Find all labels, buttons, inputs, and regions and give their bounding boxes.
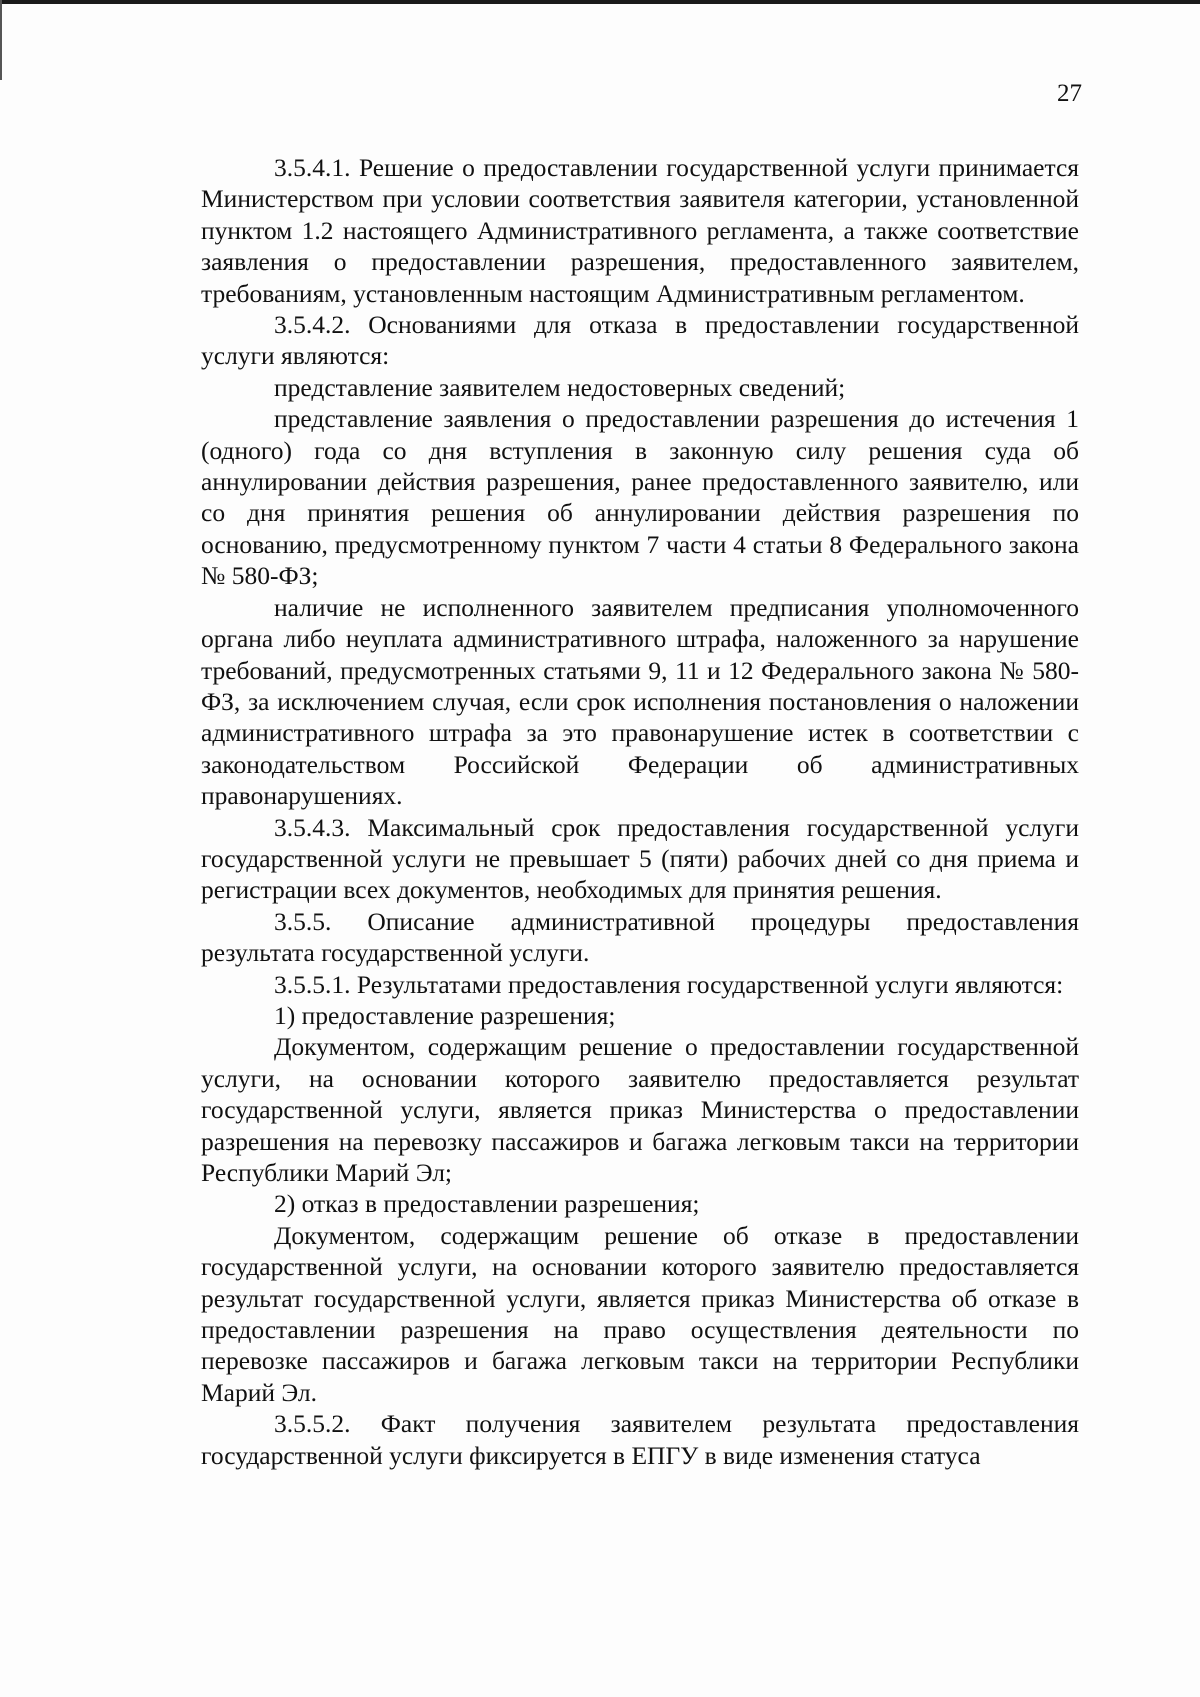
paragraph-3-5-5-2: 3.5.5.2. Факт получения заявителем результата предоставления государственной услуги фиксируется в ЕПГУ в виде изменения статуса xyxy=(201,1409,1079,1470)
paragraph-ground-unpaid-fine: наличие не исполненного заявителем предписания уполномоченного органа либо неуплата административного штрафа, наложенного за нарушение требований, предусмотренных статьями 9, 11 и 12 Федерального закона № 580-ФЗ, за исключением случая, если срок исполнения постановления о наложении административного штрафа за это правонарушение истек в соответствии с законодательством Российской Федерации об административных правонарушениях. xyxy=(201,592,1079,811)
scan-top-edge xyxy=(0,0,1200,4)
paragraph-ground-false-info: представление заявителем недостоверных сведений; xyxy=(274,372,846,402)
paragraph-3-5-5-1: 3.5.5.1. Результатами предоставления государственной услуги являются: xyxy=(274,969,1064,999)
paragraph-ground-early-application: представление заявления о предоставлении разрешения до истечения 1 (одного) года со дня вступления в законную силу решения суда об аннулировании действия разрешения, ранее предоставленного заявителю, или со дня принятия решения об аннулировании действия разрешения по основанию, предусмотренному пунктом 7 части 4 статьи 8 Федерального закона № 580-ФЗ; xyxy=(201,404,1079,591)
paragraph-3-5-5: 3.5.5. Описание административной процедуры предоставления результата государственной услуги. xyxy=(201,906,1079,968)
page-number: 27 xyxy=(1057,80,1082,107)
scan-left-edge xyxy=(0,0,2,80)
document-body xyxy=(201,152,1079,1471)
paragraph-3-5-4-2: 3.5.4.2. Основаниями для отказа в предоставлении государственной услуги являются: xyxy=(201,310,1079,371)
paragraph-result-2-document: Документом, содержащим решение об отказе в предоставлении государственной услуги, на основании которого заявителю предоставляется результат государственной услуги, является приказ Министерства об отказе в предоставлении разрешения на право осуществления деятельности по перевозке пассажиров и багажа легковым такси на территории Республики Марий Эл. xyxy=(201,1220,1079,1407)
paragraph-result-2: 2) отказ в предоставлении разрешения; xyxy=(274,1189,700,1219)
paragraph-3-5-4-1: 3.5.4.1. Решение о предоставлении государственной услуги принимается Министерством при условии соответствия заявителя категории, установленной пунктом 1.2 настоящего Административного регламента, а также соответствие заявления о предоставлении разрешения, предоставленного заявителем, требованиям, установленным настоящим Административным регламентом. xyxy=(201,153,1079,308)
paragraph-result-1: 1) предоставление разрешения; xyxy=(274,1000,616,1030)
paragraph-3-5-4-3: 3.5.4.3. Максимальный срок предоставления государственной услуги государственной услуги не превышает 5 (пяти) рабочих дней со дня приема и регистрации всех документов, необходимых для принятия решения. xyxy=(201,812,1079,905)
paragraph-result-1-document: Документом, содержащим решение о предоставлении государственной услуги, на основании которого заявителю предоставляется результат государственной услуги, является приказ Министерства о предоставлении разрешения на перевозку пассажиров и багажа легковым такси на территории Республики Марий Эл; xyxy=(201,1032,1079,1187)
